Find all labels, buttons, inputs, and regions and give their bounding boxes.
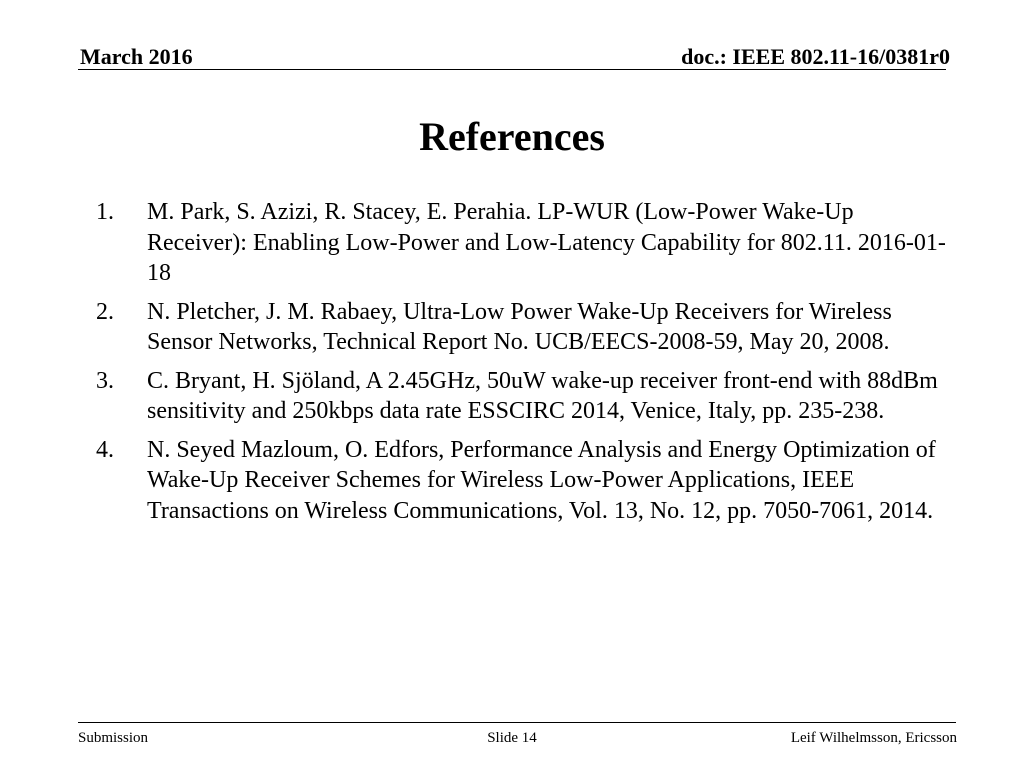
footer-divider bbox=[78, 722, 956, 723]
reference-text: M. Park, S. Azizi, R. Stacey, E. Perahia. LP-WUR (Low-Power Wake-Up Receiver): Enabling Low-Power and Low-Latency Capability for 802.11. 2016-01-18 bbox=[147, 199, 946, 286]
header-date: March 2016 bbox=[80, 44, 193, 69]
reference-text: N. Pletcher, J. M. Rabaey, Ultra-Low Power Wake-Up Receivers for Wireless Sensor Networks, Technical Report No. UCB/EECS-2008-59, May 20, 2008. bbox=[147, 298, 892, 355]
footer-slide-number: Slide 14 bbox=[487, 730, 537, 746]
reference-item bbox=[96, 366, 956, 427]
footer-submission: Submission bbox=[78, 730, 149, 746]
reference-number: 3. bbox=[96, 367, 114, 394]
reference-list bbox=[96, 197, 956, 534]
reference-text: N. Seyed Mazloum, O. Edfors, Performance Analysis and Energy Optimization of Wake-Up Receiver Schemes for Wireless Low-Power Applications, IEEE Transactions on Wireless Communications, Vol. 13, No. 12, pp. 7050-7061, 2014. bbox=[147, 436, 936, 524]
header-doc-id: doc.: IEEE 802.11-16/0381r0 bbox=[681, 44, 950, 69]
header-divider bbox=[78, 69, 946, 70]
footer-author: Leif Wilhelmsson, Ericsson bbox=[790, 730, 957, 746]
slide-title: References bbox=[419, 114, 605, 159]
reference-number: 2. bbox=[96, 298, 114, 325]
reference-number: 4. bbox=[96, 436, 114, 463]
reference-item bbox=[96, 297, 956, 358]
reference-text: C. Bryant, H. Sjöland, A 2.45GHz, 50uW wake-up receiver front-end with 88dBm sensitivity and 250kbps data rate ESSCIRC 2014, Venice, Italy, pp. 235-238. bbox=[147, 367, 938, 424]
reference-item bbox=[96, 197, 956, 289]
reference-item bbox=[96, 435, 956, 527]
reference-number: 1. bbox=[96, 199, 114, 225]
